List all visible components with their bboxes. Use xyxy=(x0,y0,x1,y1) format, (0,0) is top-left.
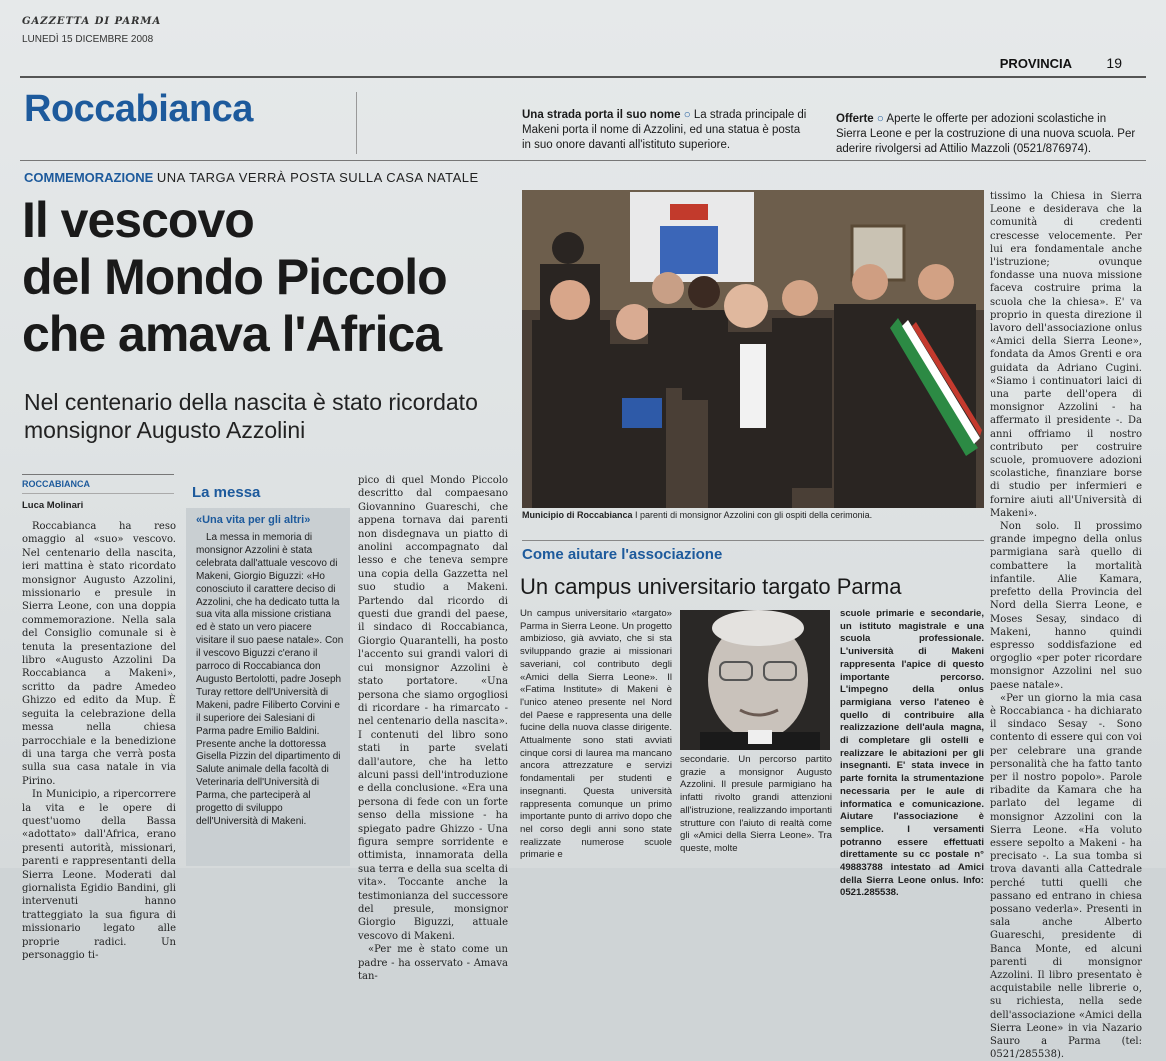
byline-rule-2 xyxy=(22,493,174,494)
messa-quote: «Una vita per gli altri» xyxy=(196,514,311,526)
assoc-col-c xyxy=(840,608,984,899)
masthead-paper: GAZZETTA DI PARMA xyxy=(22,16,162,27)
town-title: Roccabianca xyxy=(24,88,253,130)
bullet-icon: ○ xyxy=(683,109,691,121)
header-rule xyxy=(20,160,1146,161)
masthead-rule xyxy=(20,76,1146,78)
paragraph: secondarie. Un percorso partito grazie a monsignor Augusto Azzolini. Il presule parmigiano ha infatti rivolto grandi attenzioni all'istruzione, realizzando importanti strutture con l'aiuto di realtà come gli «Amici della Sierra Leone». Tra queste, molte xyxy=(680,754,832,854)
assoc-title: Come aiutare l'associazione xyxy=(522,546,723,563)
paragraph: tissimo la Chiesa in Sierra Leone e desiderava che la comunità di credenti crescesse velocemente. Per lui era fondamentale anche l'istruzione; ovunque fondasse una nuova missione faceva costruire prima la scuola che la chiesa». E' va proprio in questa direzione il lavoro dell'associazione onlus «Amici della Sierra Leone», fondata da Amos Grenti e ora guidata da Adriano Cugini. «Siamo i continuatori laici di una parte dell'opera di monsignor Azzolini - ha affermato il presidente -. Da anni offriamo il nostro contributo per costruire scuole, promuovere adozioni scolastiche, finanziare borse di studio per infermieri e fornire aiuti all'Università di Makeni». xyxy=(990,191,1142,519)
assoc-rule xyxy=(522,540,984,541)
paragraph: «Per me è stato come un padre - ha osservato - Amava tan- xyxy=(358,944,508,983)
byline-place: ROCCABIANCA xyxy=(22,479,90,489)
photo-caption xyxy=(522,510,984,520)
headline-line-2: del Mondo Piccolo xyxy=(22,249,447,305)
messa-title: La messa xyxy=(192,484,261,501)
paragraph: Roccabianca ha reso omaggio al «suo» vescovo. Nel centenario della nascita, ieri mattina è stato ricordato monsignor Augusto Azzolini, missionario e presule in Sierra Leone, con una doppia commemorazione. Nella sala del Consiglio comunale si è tenuta la presentazione del libro «Augusto Azzolini Da Roccabianca a Makeni», scritto da padre Amedeo Ghizzo ed edito da Mup. È seguita la celebrazione della messa nella chiesa parrocchiale e la benedizione di una targa che verrà posta sulla sua casa natale in via Pirino. xyxy=(22,521,176,787)
photo-credit: Municipio di Roccabianca xyxy=(522,510,633,520)
photo-caption-text: I parenti di monsignor Azzolini con gli ospiti della cerimonia. xyxy=(635,510,873,520)
headline xyxy=(22,192,522,363)
messa-text xyxy=(196,532,344,864)
assoc-headline: Un campus universitario targato Parma xyxy=(520,574,902,599)
masthead-date: LUNEDÌ 15 DICEMBRE 2008 xyxy=(22,34,154,45)
paragraph: In Municipio, a ripercorrere la vita e le opere di quest'uomo della Bassa «adottato» dall'Africa, erano presenti autorità, missionari, parenti e rappresentanti della Sierra Leone. Moderati dal giornalista Egidio Bandini, gli intervenuti hanno tratteggiato la sua figura di missionario legato alle proprie radici. Un personaggio ti- xyxy=(22,789,176,961)
ceremony-photo xyxy=(522,190,984,508)
page-number: 19 xyxy=(1106,55,1122,71)
paragraph: Non solo. Il prossimo grande impegno della onlus parmigiana sarà quello di combattere la mortalità infantile. Alie Kamara, prefetto della Provincia del Nord della Sierra Leone, e Moses Sesay, sindaco di Makeni, hanno quindi espresso soddisfazione ed orgoglio «per poter ricordare monsignor Azzolini nel suo paese natale». xyxy=(990,521,1142,691)
paragraph: «Per un giorno la mia casa è Roccabianca - ha dichiarato il sindaco Sesay -. Sono contento di essere qui con voi per celebrare una grande personalità che ha fatto tanto per il nostro popolo». Parole ribadite da Kamara che ha parlato del legame di monsignor Azzolini con la Sierra Leone. «Ha voluto essere sepolto a Makeni - ha precisato -. La sua tomba si trova davanti alla Cattedrale perché tutti quelli che passano ed entrano in chiesa possano vederla». Presenti in sala anche Alberto Guareschi, presidente di Banca Monte, ed alcuni parenti di monsignor Azzolini. Il libro presentato è acquistabile nelle librerie o, su richiesta, nella sede dell'associazione «Amici della Sierra Leone» in via Nazario Sauro a Parma (tel: 0521/285538). xyxy=(990,692,1142,1061)
byline-rule xyxy=(22,474,174,475)
kicker xyxy=(24,170,479,185)
brief-street-title: Una strada porta il suo nome xyxy=(522,109,681,121)
assoc-col-a xyxy=(520,608,672,866)
headline-line-3: che amava l'Africa xyxy=(22,306,442,362)
kicker-label: COMMEMORAZIONE xyxy=(24,170,154,185)
subheadline: Nel centenario della nascita è stato ricordato monsignor Augusto Azzolini xyxy=(24,389,478,443)
town-divider xyxy=(356,92,357,154)
paragraph: scuole primarie e secondarie, un istituto magistrale e una scuola professionale. L'università di Makeni rappresenta l'apice di questo importante percorso. L'impegno della onlus parmigiana verso l'ateneo è quello di contribuire alla realizzazione dell'aula magna, di completare gli ostelli e realizzare le abitazioni per gli insegnanti. E' stata invece in parte fornita la strumentazione necessaria per le aule di informatica e comunicazione. Aiutare l'associazione è semplice. I versamenti potranno essere effettuati direttamente su cc postale n° 49883788 intestato ad Amici della Sierra Leone onlus. Info: 0521.285538. xyxy=(840,608,984,899)
kicker-text: UNA TARGA VERRÀ POSTA SULLA CASA NATALE xyxy=(156,170,479,185)
section-name: PROVINCIA xyxy=(999,56,1072,71)
byline-author: Luca Molinari xyxy=(22,500,84,511)
brief-street-text: La strada principale di Makeni porta il nome di Azzolini, ed una statua è posta in suo onore davanti all'istituto superiore. xyxy=(522,109,807,151)
azzolini-portrait xyxy=(680,610,830,750)
ceremony-photo-image xyxy=(522,190,984,508)
paragraph: Un campus universitario «targato» Parma in Sierra Leone. Un progetto ambizioso, già avviato, che si sta sviluppando grazie ai missionari saveriani, col contributo degli «Amici della Sierra Leone». Il «Fatima Institute» di Makeni è l'unico ateneo presente nel Nord del Paese e rappresenta una delle fucine della nuova classe dirigente. Attualmente sono stati avviati cinque corsi di laurea ma mancano ancora attrezzature e servizi fondamentali per studenti e insegnanti. Questa università rappresenta comunque un primo importante punto di arrivo dopo che nel corso degli anni sono state realizzate numerose scuole primarie e xyxy=(520,608,672,861)
brief-offers-text: Aperte le offerte per adozioni scolastiche in Sierra Leone e per la costruzione di una nuova scuola. Per aderire rivolgersi ad Attilio Mazzoli (0521/876974). xyxy=(836,113,1136,155)
article-col-3 xyxy=(358,474,508,983)
article-col-right xyxy=(990,190,1142,1061)
paragraph: pico di quel Mondo Piccolo descritto dal compaesano Giovannino Guareschi, che appena tornava dai parenti non disdegnava un piatto di anolini accompagnato dal lesso e che teneva sempre una copia della Gazzetta nel suo studio a Makeni. Partendo dal ricordo di questi due grandi del paese, il sindaco di Roccabianca, Giorgio Quarantelli, ha posto l'accento sui grandi valori di cui monsignor Azzolini è stato portatore. «Una persona che siamo orgogliosi di ricordare - ha rimarcato - nel centenario della nascita». I contenuti del libro sono stati in parte svelati dall'autore, che ha letto alcuni passi dell'introduzione e della conclusione. «Era una persona di fede con un forte senso della missione - ha spiegato padre Ghizzo - Una figura sempre sorridente e ottimista, innamorata della sua terra e della sua scelta di vita». Toccante anche la testimonianza del successore del presule, monsignor Giorgio Biguzzi, attuale vescovo di Makeni. xyxy=(358,475,508,942)
azzolini-portrait-image xyxy=(680,610,830,750)
paragraph: La messa in memoria di monsignor Azzolini è stata celebrata dall'attuale vescovo di Makeni, Giorgio Biguzzi: «Ho conosciuto il carattere deciso di Azzolini, che ha dedicato tutta la sua vita alla missione cristiana ed è stato un vero piacere visitare il suo paese natale». Con il vescovo Biguzzi c'erano il parroco di Roccabianca don Augusto Bertolotti, padre Joseph Turay rettore dell'Università di Makeni, padre Filiberto Corvini e il superiore dei Salesiani di Parma padre Emilio Baldini. Presente anche la dottoressa Gisella Pizzin del dipartimento di Salute animale della facoltà di Veterinaria dell'Università di Parma, che parteciperà al progetto di sviluppo dell'Università di Makeni. xyxy=(196,532,344,827)
brief-offers-title: Offerte xyxy=(836,113,874,125)
assoc-col-b xyxy=(680,754,832,866)
brief-street xyxy=(522,108,812,153)
brief-offers xyxy=(836,112,1136,157)
article-col-1 xyxy=(22,520,176,961)
headline-line-1: Il vescovo xyxy=(22,192,254,248)
bullet-icon: ○ xyxy=(876,113,884,125)
